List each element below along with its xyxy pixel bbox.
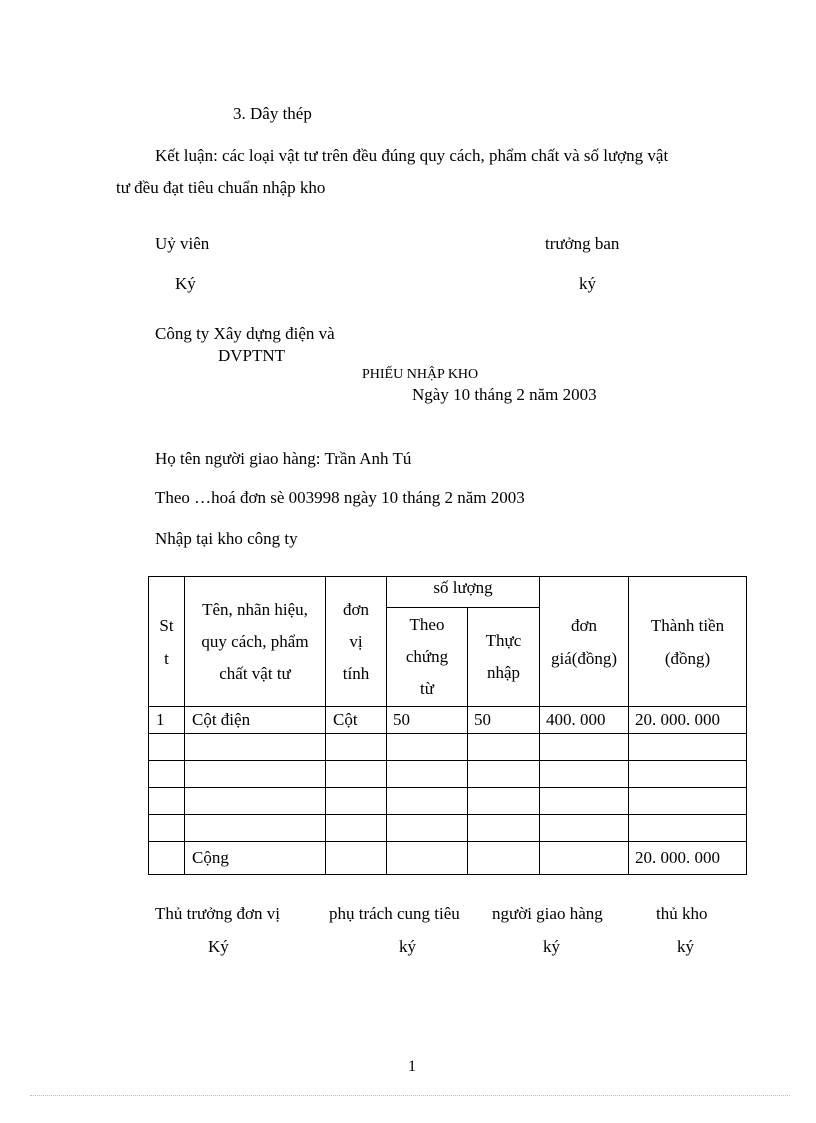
cell-amount xyxy=(629,761,747,788)
cell-actual xyxy=(468,761,540,788)
conclusion-line-1: Kết luận: các loại vật tư trên đều đúng quy cách, phẩm chất và số lượng vật xyxy=(155,146,669,165)
cell-price xyxy=(540,815,629,842)
item-heading: 3. Dây thép xyxy=(233,104,312,123)
cell-stt: 1 xyxy=(149,707,185,734)
cell-stt xyxy=(149,734,185,761)
signature-storekeeper-title: thủ kho xyxy=(656,904,708,923)
cell-amount: 20. 000. 000 xyxy=(629,707,747,734)
cell-name xyxy=(185,761,326,788)
cell-unit xyxy=(326,842,387,875)
cell-name xyxy=(185,815,326,842)
cell-price xyxy=(540,842,629,875)
cell-unit xyxy=(326,815,387,842)
signature-head-of-unit-title: Thủ trưởng đơn vị xyxy=(155,904,280,923)
cell-by-doc xyxy=(387,842,468,875)
cell-stt xyxy=(149,815,185,842)
cell-by-doc: 50 xyxy=(387,707,468,734)
cell-price xyxy=(540,761,629,788)
header-unit-price: đơn giá(đồng) xyxy=(540,577,629,707)
signature-storekeeper-sign: ký xyxy=(677,937,694,956)
cell-price xyxy=(540,734,629,761)
header-quantity: số lượng xyxy=(387,577,540,608)
cell-name: Cột điện xyxy=(185,707,326,734)
member-sign: Ký xyxy=(175,274,196,293)
receipt-table xyxy=(148,576,747,875)
cell-actual xyxy=(468,842,540,875)
header-unit: đơn vị tính xyxy=(326,577,387,707)
invoice-line: Theo …hoá đơn sè 003998 ngày 10 tháng 2 năm 2003 xyxy=(155,488,525,507)
table-row xyxy=(149,707,747,734)
cell-name xyxy=(185,734,326,761)
cell-actual xyxy=(468,788,540,815)
form-date: Ngày 10 tháng 2 năm 2003 xyxy=(412,385,597,404)
company-name-line-2: DVPTNT xyxy=(218,346,286,365)
cell-unit xyxy=(326,734,387,761)
cell-name xyxy=(185,788,326,815)
table-row xyxy=(149,815,747,842)
form-title: PHIẾU NHẬP KHO xyxy=(362,367,479,382)
table-row xyxy=(149,761,747,788)
member-title: Uỷ viên xyxy=(155,234,210,253)
signature-supply-title: phụ trách cung tiêu xyxy=(329,904,460,923)
header-qty-actual: Thực nhập xyxy=(468,608,540,707)
cell-stt xyxy=(149,788,185,815)
cell-amount xyxy=(629,815,747,842)
cell-by-doc xyxy=(387,788,468,815)
cell-actual xyxy=(468,734,540,761)
cell-amount xyxy=(629,788,747,815)
cell-stt xyxy=(149,842,185,875)
chair-sign: ký xyxy=(579,274,596,293)
cell-by-doc xyxy=(387,734,468,761)
total-label: Cộng xyxy=(185,842,326,875)
page-number: 1 xyxy=(408,1058,416,1075)
cell-actual: 50 xyxy=(468,707,540,734)
cell-unit xyxy=(326,788,387,815)
cell-price: 400. 000 xyxy=(540,707,629,734)
signature-deliverer-sign: ký xyxy=(543,937,560,956)
signature-supply-sign: ký xyxy=(399,937,416,956)
cell-unit: Cột xyxy=(326,707,387,734)
warehouse-line: Nhập tại kho công ty xyxy=(155,529,298,548)
header-stt: St t xyxy=(149,577,185,707)
conclusion-line-2: tư đều đạt tiêu chuẩn nhập kho xyxy=(116,178,326,197)
cell-by-doc xyxy=(387,761,468,788)
cell-stt xyxy=(149,761,185,788)
cell-by-doc xyxy=(387,815,468,842)
total-amount: 20. 000. 000 xyxy=(629,842,747,875)
cell-actual xyxy=(468,815,540,842)
signature-head-of-unit-sign: Ký xyxy=(208,937,229,956)
cell-amount xyxy=(629,734,747,761)
table-row xyxy=(149,734,747,761)
signature-deliverer-title: người giao hàng xyxy=(492,904,603,923)
cell-unit xyxy=(326,761,387,788)
page-bottom-divider xyxy=(30,1095,790,1096)
deliverer-line: Họ tên người giao hàng: Trần Anh Tú xyxy=(155,449,412,468)
company-name-line-1: Công ty Xây dựng điện và xyxy=(155,324,335,343)
chair-title: trưởng ban xyxy=(545,234,620,253)
table-row xyxy=(149,788,747,815)
table-total-row xyxy=(149,842,747,875)
header-item-name: Tên, nhãn hiệu, quy cách, phẩm chất vật tư xyxy=(185,577,326,707)
header-amount: Thành tiền (đồng) xyxy=(629,577,747,707)
cell-price xyxy=(540,788,629,815)
header-qty-by-document: Theo chứng từ xyxy=(387,608,468,707)
